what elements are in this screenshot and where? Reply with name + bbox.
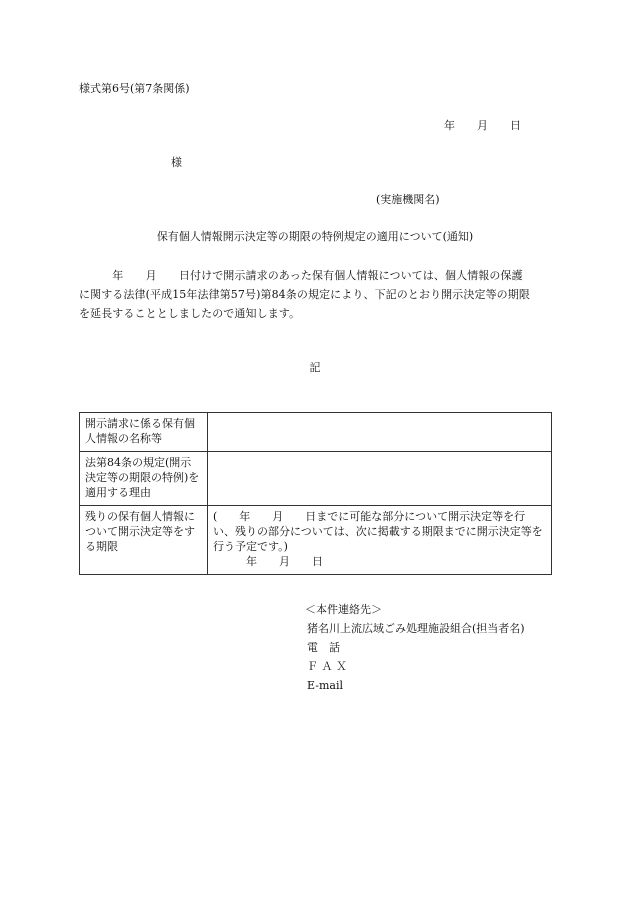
table-row	[80, 452, 552, 506]
document-title: 保有個人情報開示決定等の期限の特例規定の適用について(通知)	[156, 230, 474, 243]
contact-block	[307, 600, 525, 695]
body-line: を延長することとしましたので通知します。	[79, 307, 301, 320]
contact-fax: Ｆ Ａ Ｘ	[307, 660, 347, 673]
row-label: 法第84条の規定(開示決定等の期限の特例)を適用する理由	[85, 456, 200, 499]
row-value-cell	[208, 413, 552, 452]
contact-phone: 電 話	[307, 641, 340, 654]
date-placeholder: 年 月 日	[444, 119, 521, 132]
notice-body	[79, 266, 559, 323]
body-line: 年 月 日付けで開示請求のあった保有個人情報については、個人情報の保護	[79, 269, 523, 282]
contact-organization: 猪名川上流広域ごみ処理施設組合(担当者名)	[307, 622, 525, 635]
row-label-cell	[80, 413, 208, 452]
row-value: ( 年 月 日までに可能な部分について開示決定等を行い、残りの部分については、次に掲載する期限までに開示決定等を行う予定です。)	[213, 510, 543, 553]
row-value-cell	[208, 506, 552, 575]
deadline-date: 年 月 日	[213, 555, 323, 568]
recipient-suffix: 様	[171, 156, 182, 169]
row-label: 残りの保有個人情報について開示決定等をする期限	[85, 510, 195, 553]
row-label: 開示請求に係る保有個人情報の名称等	[85, 417, 195, 445]
row-label-cell	[80, 452, 208, 506]
contact-heading: ＜本件連絡先＞	[305, 603, 382, 616]
form-number: 様式第6号(第7条関係)	[79, 82, 190, 95]
row-label-cell	[80, 506, 208, 575]
contact-email: E-mail	[307, 679, 343, 692]
ki-marker: 記	[309, 361, 321, 374]
issuer-name: (実施機関名)	[376, 193, 440, 206]
table-row	[80, 413, 552, 452]
info-table	[79, 412, 552, 575]
row-value-cell	[208, 452, 552, 506]
body-line: に関する法律(平成15年法律第57号)第84条の規定により、下記のとおり開示決定等の期限	[79, 288, 530, 301]
table-row	[80, 506, 552, 575]
